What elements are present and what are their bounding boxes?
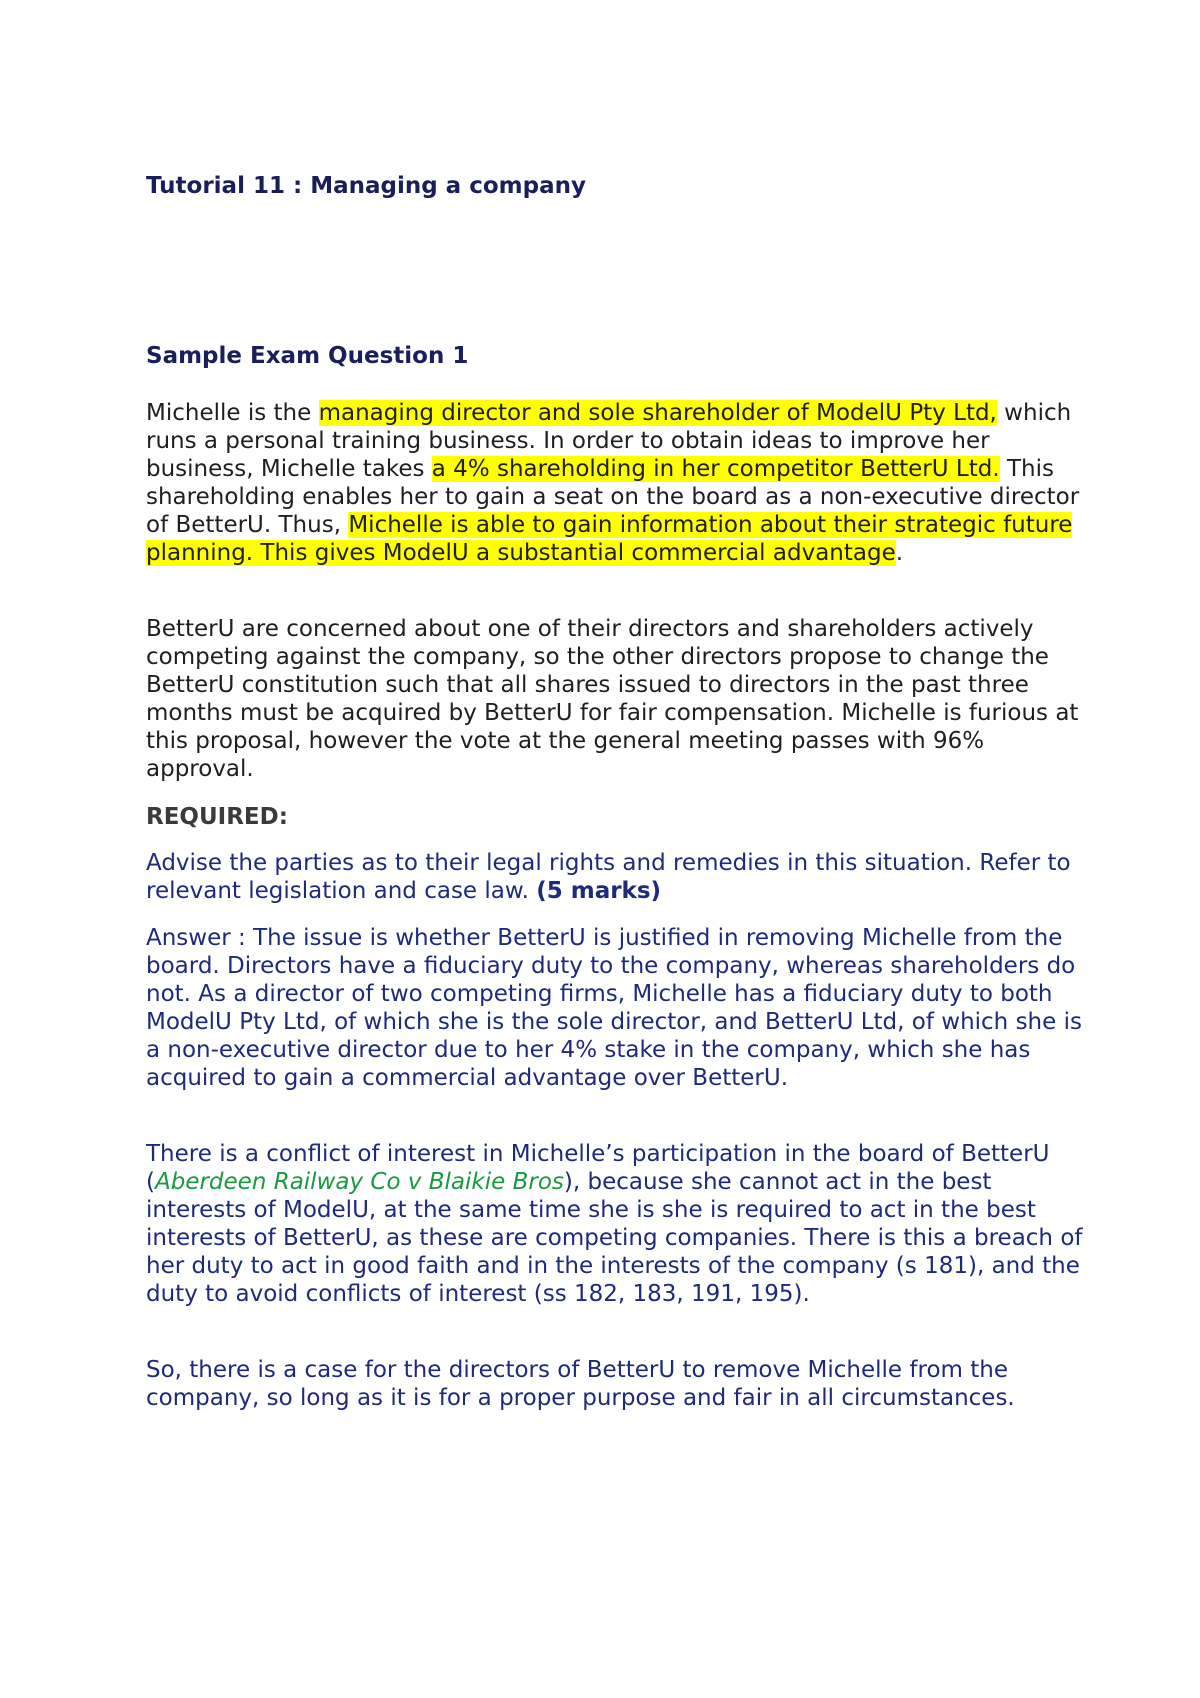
highlight-advantage: Michelle is able to gain information about their strategic future planning. This gives ModelU a substantial commercial advantage [146, 512, 1073, 566]
answer-paragraph-3: So, there is a case for the directors of BetterU to remove Michelle from the company, so long as it is for a proper purpose and fair in all circumstances. [146, 1357, 1015, 1411]
highlight-managing-director: managing director and sole shareholder of ModelU Pty Ltd, [318, 400, 997, 426]
answer-text-before: There is a conflict of interest in Michelle’s participation in the board of BetterU ( [146, 1141, 1050, 1195]
question-text-3: This shareholding enables her to gain a seat on the board as a non-executive director of BetterU. Thus, [146, 456, 1080, 538]
question-text-2: which runs a personal training business. In order to obtain ideas to improve her business, Michelle takes [146, 400, 1072, 482]
question-text-4: . [895, 540, 904, 566]
question-text-1: Michelle is the [146, 400, 319, 426]
required-label: REQUIRED: [146, 804, 288, 830]
question-paragraph-1 [146, 399, 1086, 567]
highlight-shareholding: a 4% shareholding in her competitor BetterU Ltd. [431, 456, 1000, 482]
section-heading: Sample Exam Question 1 [146, 343, 469, 369]
question-paragraph-2: BetterU are concerned about one of their directors and shareholders actively competing against the company, so the other directors propose to change the BetterU constitution such that all shares issued to directors in the past three months must be acquired by BetterU for fair compensation. Michelle is furious at this proposal, however the vote at the general meeting passes with 96% approval. [146, 616, 1079, 782]
case-citation: Aberdeen Railway Co v Blaikie Bros [154, 1169, 564, 1195]
advise-text: Advise the parties as to their legal rights and remedies in this situation. Refer to relevant legislation and case law. [146, 850, 1071, 904]
advise-paragraph [146, 849, 1086, 905]
answer-paragraph-2 [146, 1140, 1086, 1308]
answer-paragraph-1: Answer : The issue is whether BetterU is justified in removing Michelle from the board. Directors have a fiduciary duty to the company, whereas shareholders do not. As a director of two competing firms, Michelle has a fiduciary duty to both ModelU Pty Ltd, of which she is the sole director, and BetterU Ltd, of which she is a non-executive director due to her 4% stake in the company, which she has acquired to gain a commercial advantage over BetterU. [146, 925, 1082, 1091]
marks-label: (5 marks) [536, 878, 662, 904]
answer-text-after: ), because she cannot act in the best interests of ModelU, at the same time she is she is required to act in the best interests of BetterU, as these are competing companies. There is this a breach of her duty to act in good faith and in the interests of the company (s 181), and the duty to avoid conflicts of interest (ss 182, 183, 191, 195). [146, 1169, 1083, 1307]
page-title: Tutorial 11 : Managing a company [146, 173, 586, 199]
